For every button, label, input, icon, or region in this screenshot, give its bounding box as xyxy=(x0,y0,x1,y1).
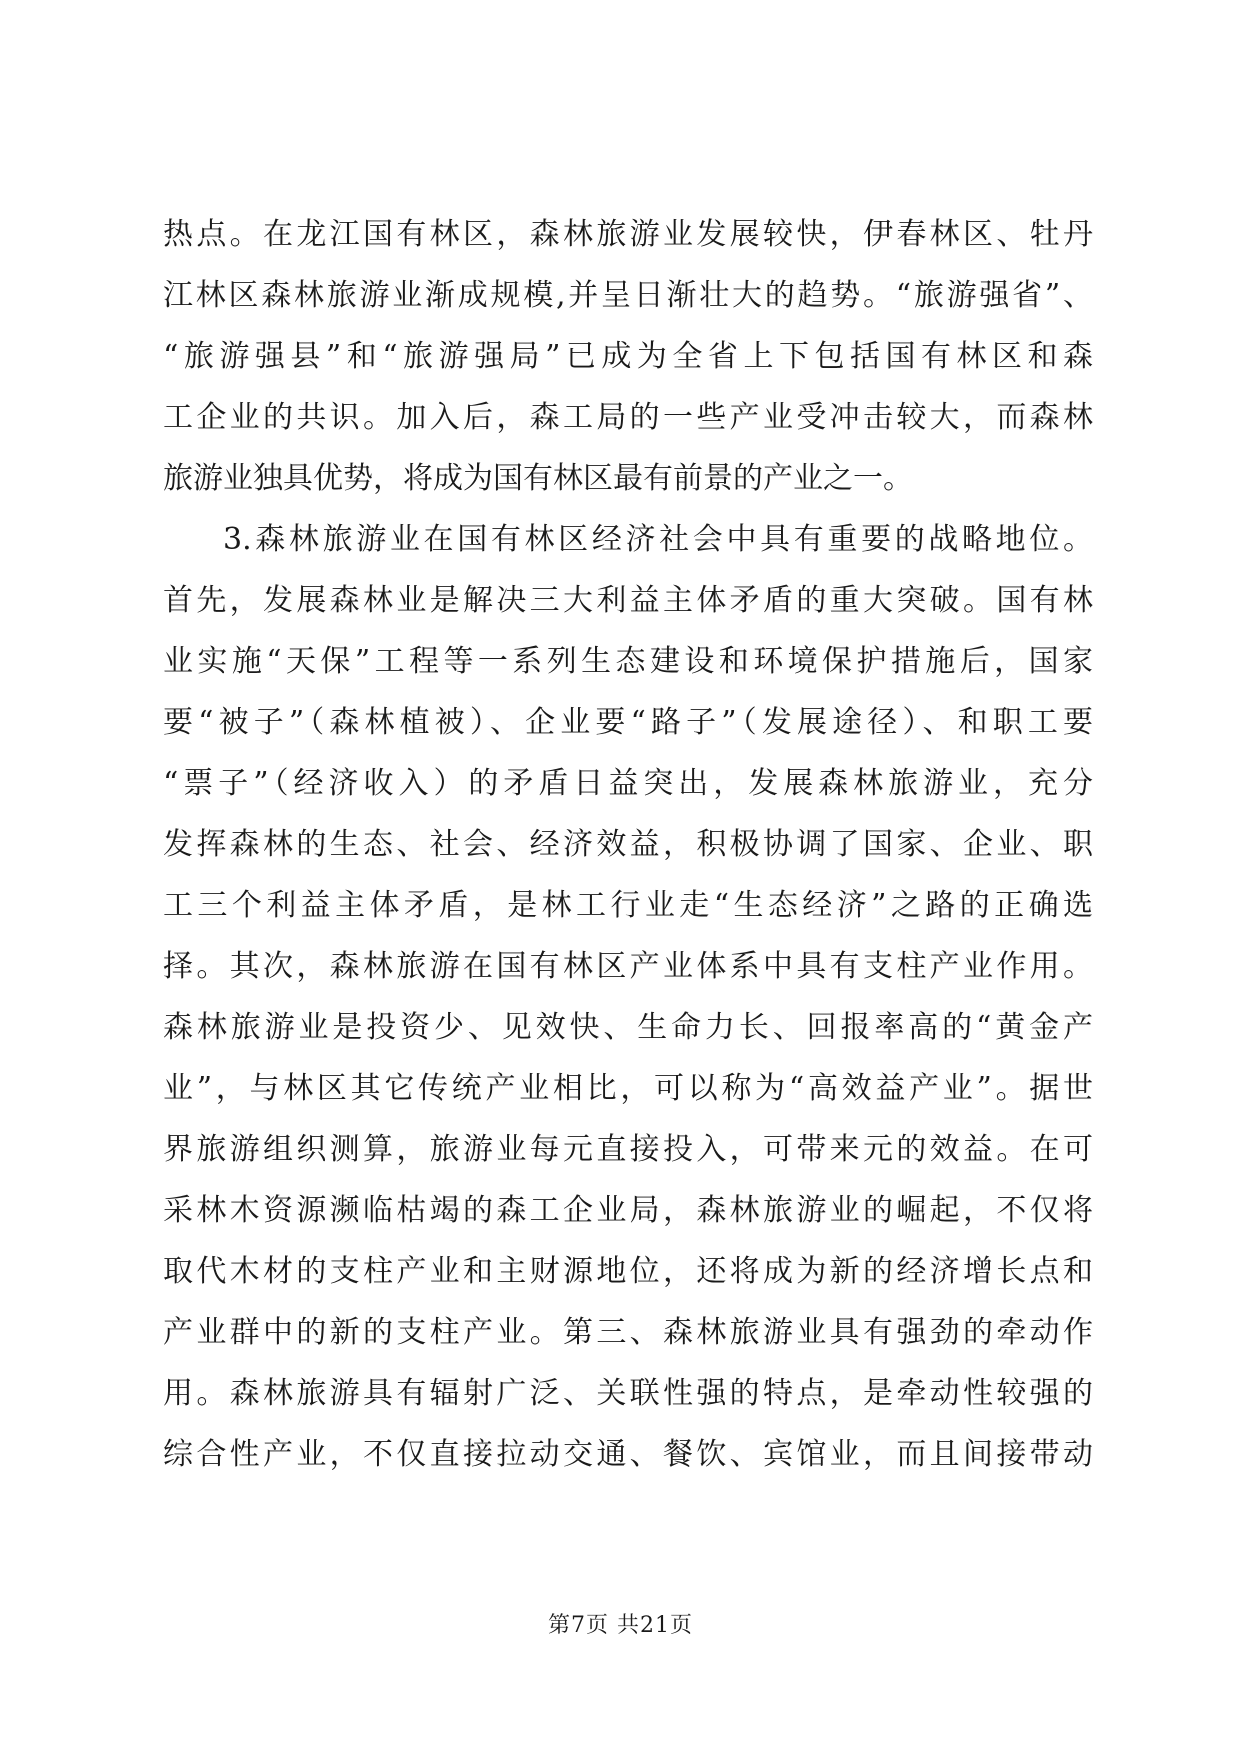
text-line: 用。森林旅游具有辐射广泛、关联性强的特点，是牵动性较强的 xyxy=(163,1376,1093,1411)
text-line: 江林区森林旅游业渐成规模,并呈日渐壮大的趋势。“旅游强省”、 xyxy=(163,278,1093,313)
text-line: 发挥森林的生态、社会、经济效益，积极协调了国家、企业、职 xyxy=(163,827,1093,862)
page-footer: 第7页 共21页 xyxy=(548,1613,693,1638)
text-line: 工企业的共识。加入后，森工局的一些产业受冲击较大，而森林 xyxy=(163,400,1093,435)
body-text xyxy=(163,204,1093,1485)
text-line: 界旅游组织测算，旅游业每元直接投入，可带来元的效益。在可 xyxy=(163,1132,1093,1167)
text-line: 采林木资源濒临枯竭的森工企业局，森林旅游业的崛起，不仅将 xyxy=(163,1193,1093,1228)
text-line: 业”，与林区其它传统产业相比，可以称为“高效益产业”。据世 xyxy=(163,1071,1093,1106)
text-line: “票子”（经济收入）的矛盾日益突出，发展森林旅游业，充分 xyxy=(163,766,1093,801)
text-line: 旅游业独具优势，将成为国有林区最有前景的产业之一。 xyxy=(163,461,913,496)
text-line: 择。其次，森林旅游在国有林区产业体系中具有支柱产业作用。 xyxy=(163,949,1093,984)
text-line: “旅游强县”和“旅游强局”已成为全省上下包括国有林区和森 xyxy=(163,339,1093,374)
text-line: 首先，发展森林业是解决三大利益主体矛盾的重大突破。国有林 xyxy=(163,583,1093,618)
text-line: 3.森林旅游业在国有林区经济社会中具有重要的战略地位。 xyxy=(223,522,1093,557)
text-line: 取代木材的支柱产业和主财源地位，还将成为新的经济增长点和 xyxy=(163,1254,1093,1289)
text-line: 热点。在龙江国有林区，森林旅游业发展较快，伊春林区、牡丹 xyxy=(163,217,1093,252)
text-line: 产业群中的新的支柱产业。第三、森林旅游业具有强劲的牵动作 xyxy=(163,1315,1093,1350)
text-line: 业实施“天保”工程等一系列生态建设和环境保护措施后，国家 xyxy=(163,644,1093,679)
text-line: 工三个利益主体矛盾，是林工行业走“生态经济”之路的正确选 xyxy=(163,888,1093,923)
text-line: 综合性产业，不仅直接拉动交通、餐饮、宾馆业，而且间接带动 xyxy=(163,1437,1093,1472)
text-line: 森林旅游业是投资少、见效快、生命力长、回报率高的“黄金产 xyxy=(163,1010,1093,1045)
text-line: 要“被子”（森林植被）、企业要“路子”（发展途径）、和职工要 xyxy=(163,705,1093,740)
